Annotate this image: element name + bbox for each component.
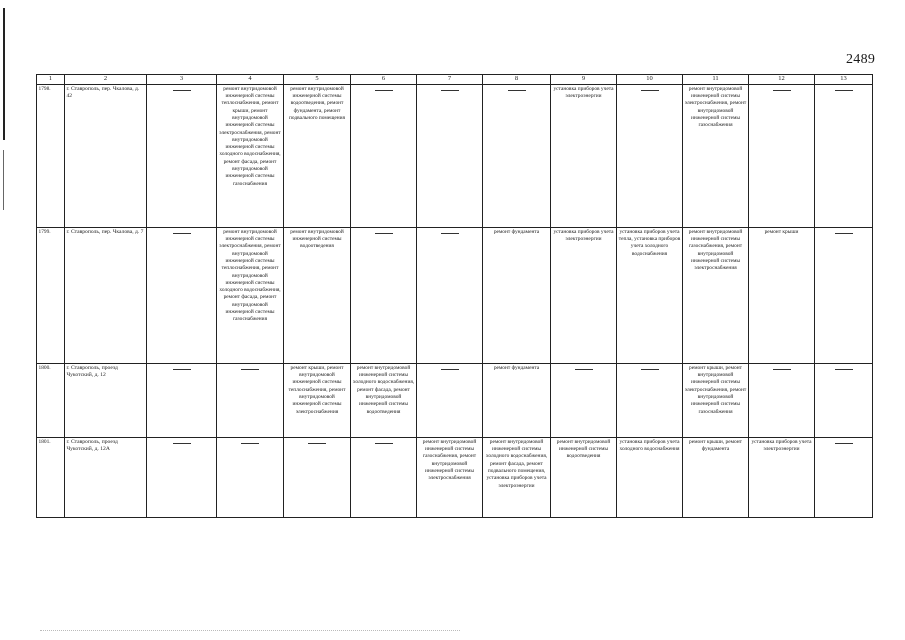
empty-cell [417, 363, 483, 437]
page-number: 2489 [846, 52, 876, 67]
work-cell: ремонт крыши, ремонт внутридомовой инженерной системы электроснабжения, ремонт внутридомовой инженерной системы газоснабжения [683, 363, 749, 437]
dash-mark [773, 369, 791, 370]
dash-mark [441, 90, 459, 91]
empty-cell [749, 84, 815, 227]
empty-cell [815, 437, 873, 517]
empty-cell [483, 84, 551, 227]
table-row [37, 437, 873, 517]
dash-mark [641, 90, 659, 91]
work-cell: ремонт фундамента [483, 363, 551, 437]
empty-cell [417, 84, 483, 227]
dash-mark [173, 233, 191, 234]
work-cell: установка приборов учета электроэнергии [551, 84, 617, 227]
table-row [37, 227, 873, 363]
work-cell: установка приборов учета тепла, установка приборов учета холодного водоснабжения [617, 227, 683, 363]
work-cell: ремонт внутридомовой инженерной системы газоснабжения, ремонт внутридомовой инженерной системы электроснабжения [417, 437, 483, 517]
row-address: г. Ставрополь, пер. Чкалова, д. 42 [65, 84, 147, 227]
capital-repair-table [36, 74, 873, 518]
row-address: г. Ставрополь, пер. Чкалова, д. 7 [65, 227, 147, 363]
column-header: 10 [617, 75, 683, 85]
row-number: 1798. [37, 84, 65, 227]
empty-cell [217, 437, 284, 517]
table-row [37, 363, 873, 437]
work-cell: ремонт внутридомовой инженерной системы водоотведения [284, 227, 351, 363]
work-cell: ремонт внутридомовой инженерной системы теплоснабжения, ремонт крыши, ремонт внутридомовой инженерной системы электроснабжения, ремонт внутридомовой инженерной системы холодного водоснабжения, ремонт фасада, ремонт внутридомовой инженерной системы газоснабжения [217, 84, 284, 227]
work-cell: ремонт фундамента [483, 227, 551, 363]
empty-cell [815, 227, 873, 363]
dash-mark [173, 443, 191, 444]
row-address: г. Ставрополь, проезд Чукотский, д. 12 [65, 363, 147, 437]
column-header: 5 [284, 75, 351, 85]
dash-mark [835, 233, 853, 234]
empty-cell [815, 84, 873, 227]
empty-cell [217, 363, 284, 437]
dash-mark [835, 443, 853, 444]
column-header: 6 [351, 75, 417, 85]
empty-cell [147, 227, 217, 363]
work-cell: ремонт крыши [749, 227, 815, 363]
work-cell: ремонт внутридомовой инженерной системы холодного водоснабжения, ремонт фасада, ремонт подвального помещения, установка приборов учета электроэнергии [483, 437, 551, 517]
dash-mark [375, 443, 393, 444]
column-header: 7 [417, 75, 483, 85]
column-header: 9 [551, 75, 617, 85]
column-header: 3 [147, 75, 217, 85]
dash-mark [241, 369, 259, 370]
column-header: 1 [37, 75, 65, 85]
work-cell: установка приборов учета электроэнергии [551, 227, 617, 363]
dash-mark [508, 90, 526, 91]
dash-mark [308, 443, 326, 444]
dash-mark [241, 443, 259, 444]
column-header: 2 [65, 75, 147, 85]
work-cell: установка приборов учета электроэнергии [749, 437, 815, 517]
table-row [37, 84, 873, 227]
dash-mark [641, 369, 659, 370]
row-number: 1800. [37, 363, 65, 437]
empty-cell [284, 437, 351, 517]
dash-mark [375, 233, 393, 234]
scan-edge-mark [3, 8, 5, 140]
column-header: 4 [217, 75, 284, 85]
work-cell: ремонт крыши, ремонт фундамента [683, 437, 749, 517]
work-cell: ремонт крыши, ремонт внутридомовой инженерной системы теплоснабжения, ремонт внутридомовой инженерной системы электроснабжения [284, 363, 351, 437]
dash-mark [835, 90, 853, 91]
work-cell: ремонт внутридомовой инженерной системы водоотведения, ремонт фундамента, ремонт подвального помещения [284, 84, 351, 227]
empty-cell [617, 363, 683, 437]
empty-cell [147, 84, 217, 227]
empty-cell [551, 363, 617, 437]
empty-cell [147, 363, 217, 437]
dash-mark [441, 233, 459, 234]
empty-cell [147, 437, 217, 517]
column-header: 11 [683, 75, 749, 85]
work-cell: ремонт внутридомовой инженерной системы холодного водоснабжения, ремонт фасада, ремонт внутридомовой инженерной системы водоотведения [351, 363, 417, 437]
work-cell: ремонт внутридомовой инженерной системы водоотведения [551, 437, 617, 517]
column-header: 13 [815, 75, 873, 85]
empty-cell [351, 84, 417, 227]
row-address: г. Ставрополь, проезд Чукотский, д. 12А [65, 437, 147, 517]
empty-cell [351, 227, 417, 363]
dash-mark [441, 369, 459, 370]
empty-cell [617, 84, 683, 227]
scan-edge-mark-faint [3, 150, 4, 210]
row-number: 1799. [37, 227, 65, 363]
empty-cell [815, 363, 873, 437]
column-header: 12 [749, 75, 815, 85]
empty-cell [417, 227, 483, 363]
work-cell: ремонт внутридомовой инженерной системы электроснабжения, ремонт внутридомовой инженерной системы теплоснабжения, ремонт внутридомовой инженерной системы холодного водоснабжения, ремонт фасада, ремонт внутридомовой инженерной системы газоснабжения [217, 227, 284, 363]
work-cell: установка приборов учета холодного водоснабжения [617, 437, 683, 517]
scan-noise-line [40, 630, 460, 632]
column-header: 8 [483, 75, 551, 85]
dash-mark [773, 90, 791, 91]
dash-mark [575, 369, 593, 370]
column-number-row [37, 75, 873, 85]
work-cell: ремонт внутридомовой инженерной системы электроснабжения, ремонт внутридомовой инженерной системы газоснабжения [683, 84, 749, 227]
empty-cell [749, 363, 815, 437]
dash-mark [835, 369, 853, 370]
row-number: 1801. [37, 437, 65, 517]
dash-mark [173, 90, 191, 91]
empty-cell [351, 437, 417, 517]
dash-mark [375, 90, 393, 91]
dash-mark [173, 369, 191, 370]
work-cell: ремонт внутридомовой инженерной системы газоснабжения, ремонт внутридомовой инженерной системы электроснабжения [683, 227, 749, 363]
